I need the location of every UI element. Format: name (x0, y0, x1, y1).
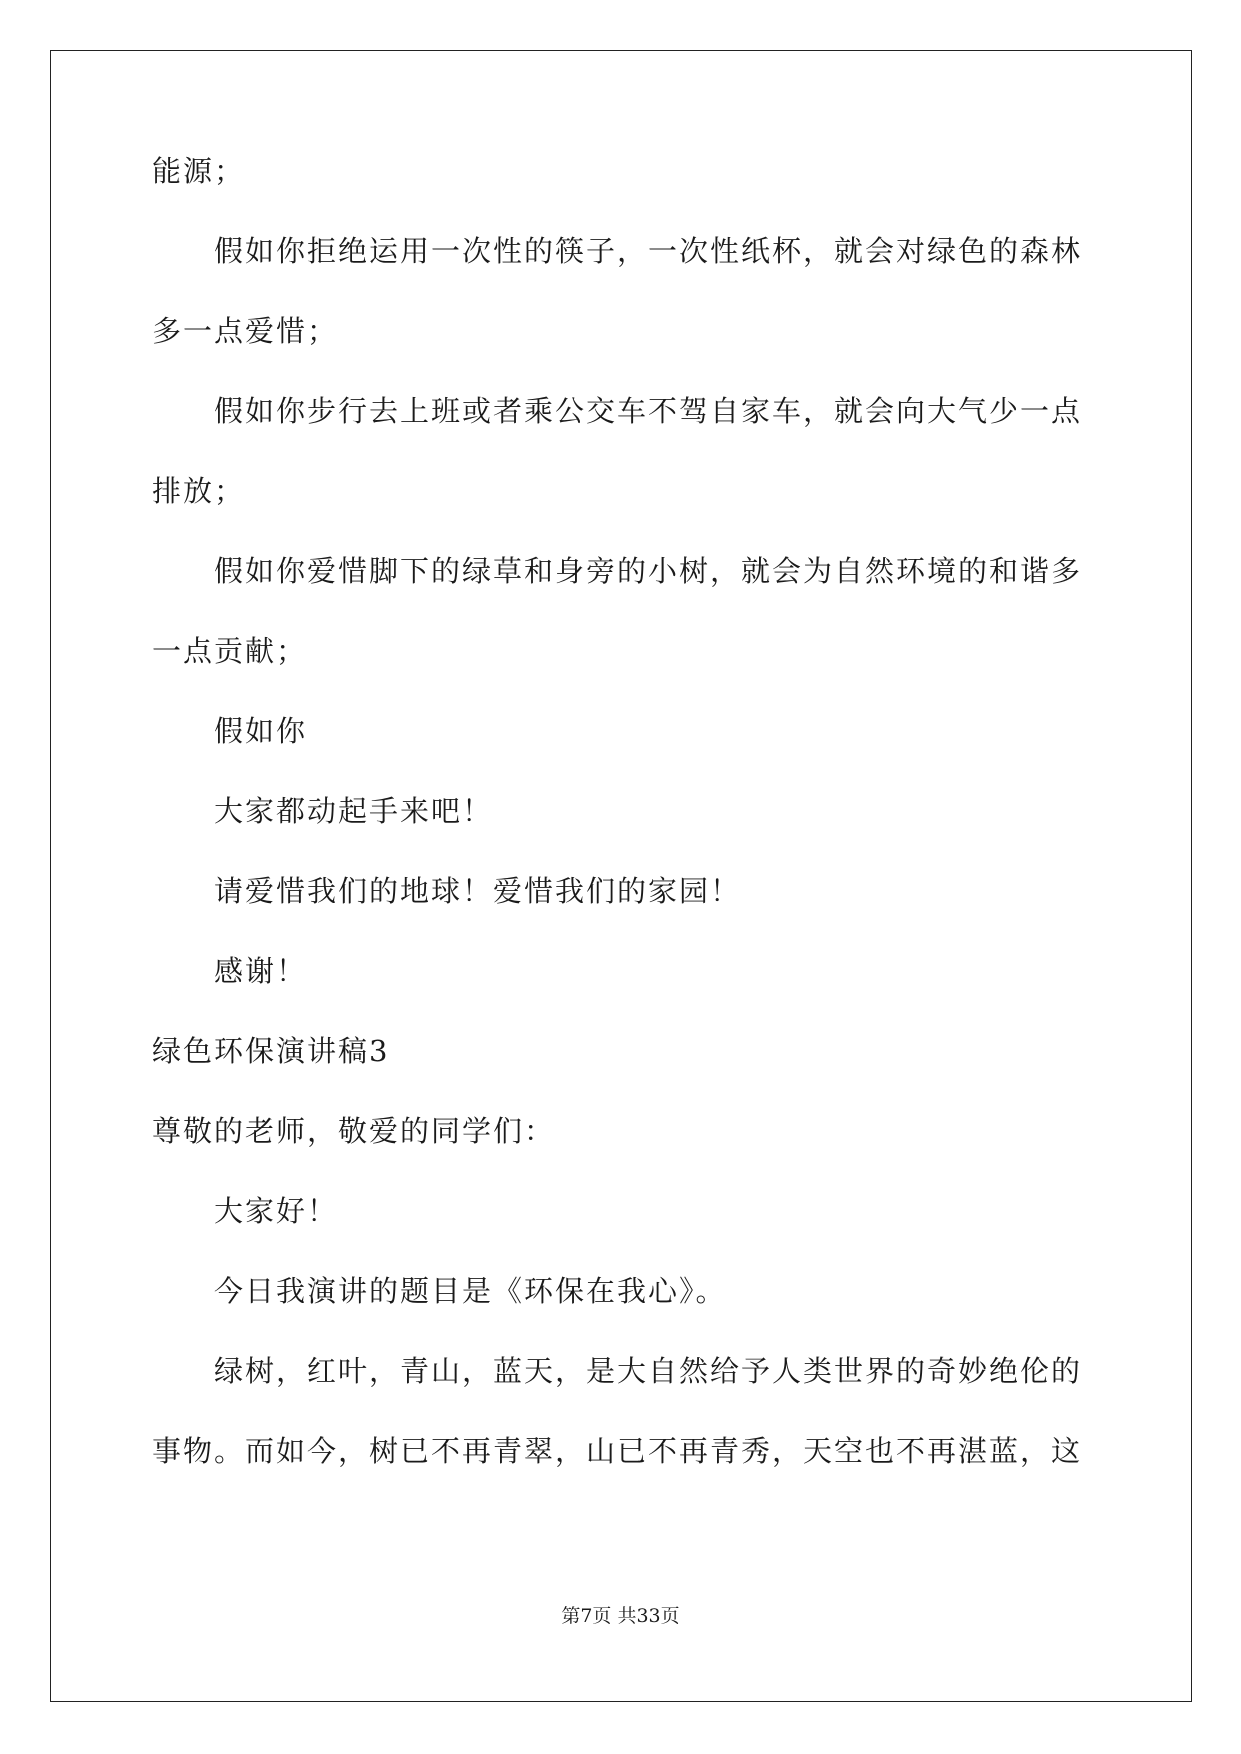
text-line: 大家好！ (214, 1194, 339, 1228)
section-title: 绿色环保演讲稿3 (152, 1034, 390, 1068)
text-line: 今日我演讲的题目是《环保在我心》。 (214, 1274, 727, 1308)
text-line: 感谢！ (214, 954, 308, 988)
page-number: 第7页 共33页 (561, 1605, 680, 1627)
salutation: 尊敬的老师，敬爱的同学们： (152, 1114, 556, 1148)
text-line: 假如你 (214, 714, 308, 748)
text-line: 能源； (152, 154, 246, 188)
text-line: 多一点爱惜； (152, 314, 339, 348)
text-line: 排放； (152, 474, 246, 508)
text-line: 假如你爱惜脚下的绿草和身旁的小树，就会为自然环境的和谐多 (214, 554, 1083, 588)
text-line: 一点贡献； (152, 634, 308, 668)
text-line: 事物。而如今，树已不再青翠，山已不再青秀，天空也不再湛蓝，这 (152, 1434, 1083, 1468)
text-line: 大家都动起手来吧！ (214, 794, 494, 828)
text-line: 请爱惜我们的地球！爱惜我们的家园！ (214, 874, 742, 908)
text-line: 假如你步行去上班或者乘公交车不驾自家车，就会向大气少一点 (214, 394, 1083, 428)
text-line: 假如你拒绝运用一次性的筷子，一次性纸杯，就会对绿色的森林 (214, 234, 1083, 268)
text-line: 绿树，红叶，青山，蓝天，是大自然给予人类世界的奇妙绝伦的 (214, 1354, 1083, 1388)
